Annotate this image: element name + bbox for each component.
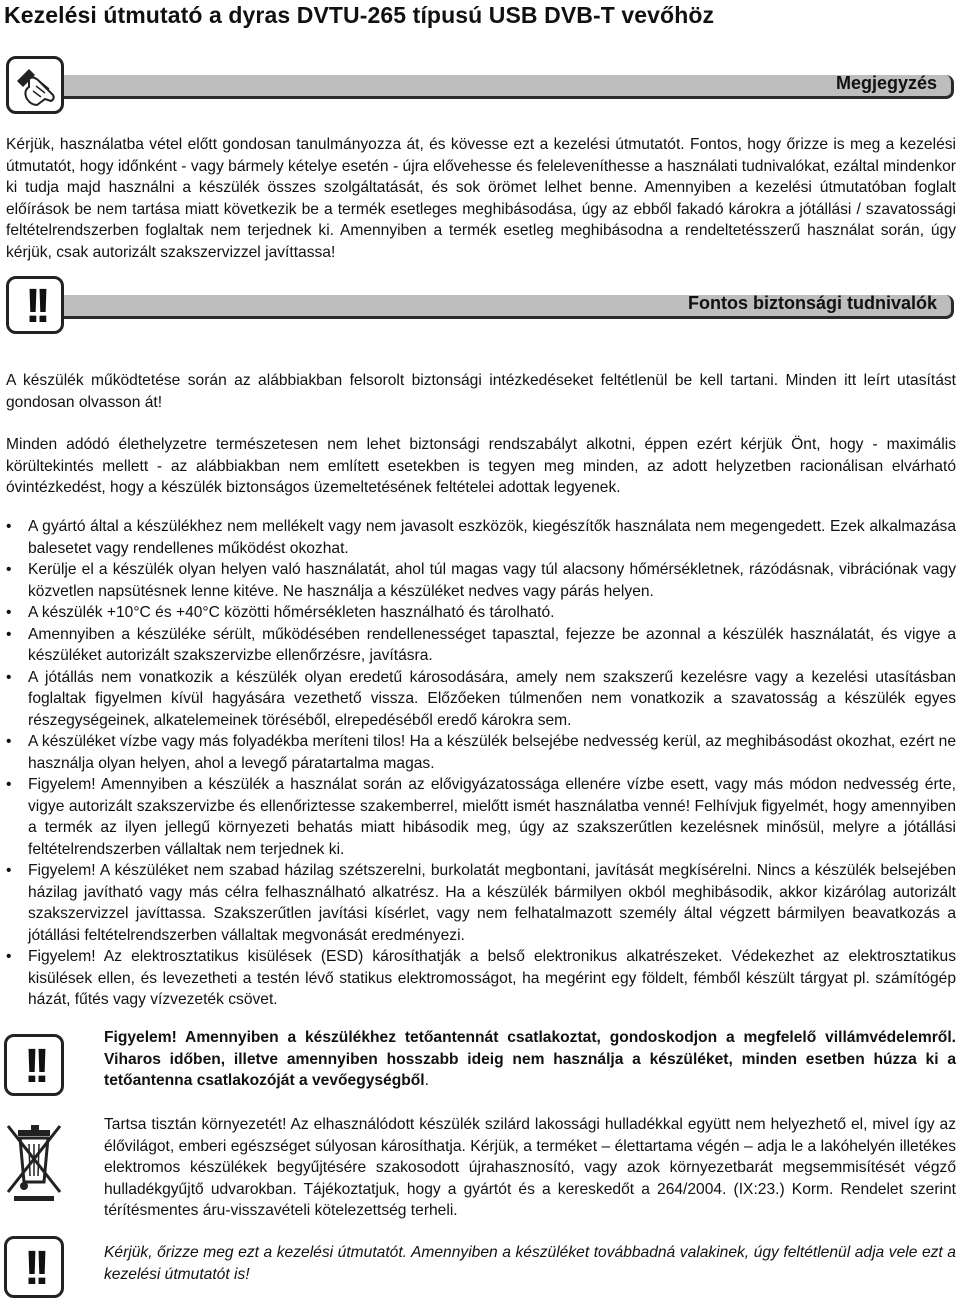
list-item: • A jótállás nem vonatkozik a készülék olyan eredetű károsodására, amely nem szakszerű kezelésre vagy a kezelési utasításban foglaltak figyelmen kívül hagyására vezethető vissza. Előzőeken túlmenően nem vonatkozik a szavatosság a készülék egyes részegységeinek, alkatelemeinek töréséből, elrepedéséből eredő károkra sem. bbox=[6, 668, 956, 729]
closing-text: Kérjük, őrizze meg ezt a kezelési útmutatót. Amennyiben a készüléket továbbadná valakinek, úgy feltétlenül adja vele ezt a kezelési útmutatót is! bbox=[104, 1244, 956, 1283]
safety-section-label: Fontos biztonsági tudnivalók bbox=[688, 293, 937, 313]
list-item: • Kerülje el a készülék olyan helyen való használatát, ahol túl magas vagy túl alacsony hőmérsékletnek, rázódásnak, vibrációnak vagy közvetlen napsütésnek lenne kitéve. Ne használja a készüléket nedves vagy párás helyen. bbox=[6, 561, 956, 600]
note-section-label: Megjegyzés bbox=[835, 73, 937, 93]
list-item: • Figyelem! A készüléket nem szabad házilag szétszerelni, burkolatát megbontani, javítását megkísérelni. Nincs a készülék belsejében házilag javítható vagy más célra felhasználható alkatrész. Ha a készülék bármilyen okból meghibásodik, akkor kizárólag autorizált szakszervizzel javíttassa. Szakszerűtlen javítási kísérlet, vagy nem felhatalmazott személy által végzett bármilyen beavatkozás a jótállási feltételrendszerben vállaltak megvonását eredményezi. bbox=[6, 862, 956, 944]
safety-bullet-list bbox=[6, 516, 956, 1011]
note-paragraph: Kérjük, használatba vétel előtt gondosan tanulmányozza át, és kövesse ezt a kezelési útmutatót. Fontos, hogy őrizze is meg a kezelési útmutatót, hogy időnként - vagy bármely kételye esetén - újra elővehesse és feleleveníthesse a használati tudnivalókat, ezáltal mindenkor ki tudja majd használni a készülék összes szolgáltatását, és sok örömet lelhet benne. Amennyiben a kezelési útmutatóban foglalt előírások be nem tartása miatt következik be a termék esetleges meghibásodása, úgy az ebből fakadó károkra a jótállási / szavatossági feltételrendszerben foglaltak nem terjednek ki. Amennyiben a termék esetleg meghibásodna a rendeltetésszerű használat során, úgy kérjük, csak autorizált szakszervizzel javíttassa! bbox=[6, 136, 956, 261]
exclamation-warning-icon: !! bbox=[4, 1236, 64, 1298]
page-title: Kezelési útmutató a dyras DVTU-265 típusú USB DVB-T vevőhöz bbox=[4, 2, 715, 28]
exclamation-warning-icon: !! bbox=[6, 276, 64, 334]
pointing-hand-icon bbox=[6, 56, 64, 114]
list-item: • Figyelem! Amennyiben a készülék a használat során az elővigyázatossága ellenére vízbe esett, vagy más módon nedvesség érte, vigye autorizált szakszervizbe és ellenőriztesse szakemberrel, mielőtt ismét használatba venné! Felhívjuk figyelmét, hogy amennyiben a termék az ilyen jellegű környezeti behatás miatt hibásodik meg, úgy az szakszerűtlen kezelésnek minősül, melyre a jótállási feltételrendszerben vállaltak nem terjednek ki. bbox=[6, 776, 956, 858]
antenna-warning-text: Figyelem! Amennyiben a készülékhez tetőantennát csatlakoztat, gondoskodjon a megfelelő villámvédelemről. Viharos időben, illetve amennyiben hosszabb ideig nem használja a készüléket, minden esetben húzza ki a tetőantenna csatlakozóját a vevőegységből. bbox=[104, 1029, 956, 1089]
list-item: • A készülék +10°C és +40°C közötti hőmérsékleten használható és tárolható. bbox=[6, 604, 555, 621]
list-item: • Amennyiben a készüléke sérült, működésében rendellenességet tapasztal, fejezze be azonnal a készülék használatát, és vigye a készüléket autorizált szakszervizbe ellenőrzésre, javításra. bbox=[6, 625, 956, 664]
list-item: • A készüléket vízbe vagy más folyadékba meríteni tilos! Ha a készülék belsejébe nedvesség kerül, az meghibásodást okozhat, ezért ne használja olyan helyen, ahol a levegő páratartalma magas. bbox=[6, 733, 956, 772]
exclamation-warning-icon: !! bbox=[4, 1034, 64, 1096]
environment-text: Tartsa tisztán környezetét! Az elhasználódott készülék szilárd lakossági hulladékkal együtt nem helyezhető el, mivel így az élővilágot, emberi egészséget súlyosan károsíthatja. Kérjük, a terméket – élettartama végén – adja le a lakóhelyén illetékes elektromos készülékek begyűjtésére szakosodott újrahasznosító, vagy azok környezetbarát megsemmisítését végző hulladékgyűjtő udvarokban. Tájékoztatjuk, hogy a gyártót és a kereskedőt a 264/2004. (IX:23.) Korm. Rendelet szerint térítésmentes áru-visszavételi kötelezettség terheli. bbox=[104, 1116, 956, 1219]
safety-paragraph: Minden adódó élethelyzetre természetesen nem lehet biztonsági rendszabályt alkotni, éppen ezért kérjük Önt, hogy - maximális körültekintés mellett - az alábbiakban nem említett esetekben is tegyen meg minden, az adott helyzetben racionálisan elvárható óvintézkedést, hogy a készülék biztonságos üzemeltetésének feltételei adottak legyenek. bbox=[6, 436, 956, 496]
list-item: • Figyelem! Az elektrosztatikus kisülések (ESD) károsíthatják a belső elektronikus alkatrészeket. Védekezhet az elektrosztatikus kisülések ellen, és levezetheti a testén lévő statikus elektromosságot, ha megérint egy földelt, fémből készült tárgyat pl. számítógép házát, fűtés vagy vízvezeték csövet. bbox=[6, 948, 956, 1008]
crossed-out-wheelie-bin-icon bbox=[2, 1116, 66, 1202]
list-item: • A gyártó által a készülékhez nem mellékelt vagy nem javasolt eszközök, kiegészítők használata nem megengedett. Ezek alkalmazása balesetet vagy rendellenes működést okozhat. bbox=[6, 518, 956, 557]
note-section-header bbox=[60, 75, 954, 99]
safety-section-header bbox=[60, 295, 954, 319]
safety-intro: A készülék működtetése során az alábbiakban felsorolt biztonsági intézkedéseket feltétlenül be kell tartani. Minden itt leírt utasítást gondosan olvasson át! bbox=[6, 372, 956, 411]
